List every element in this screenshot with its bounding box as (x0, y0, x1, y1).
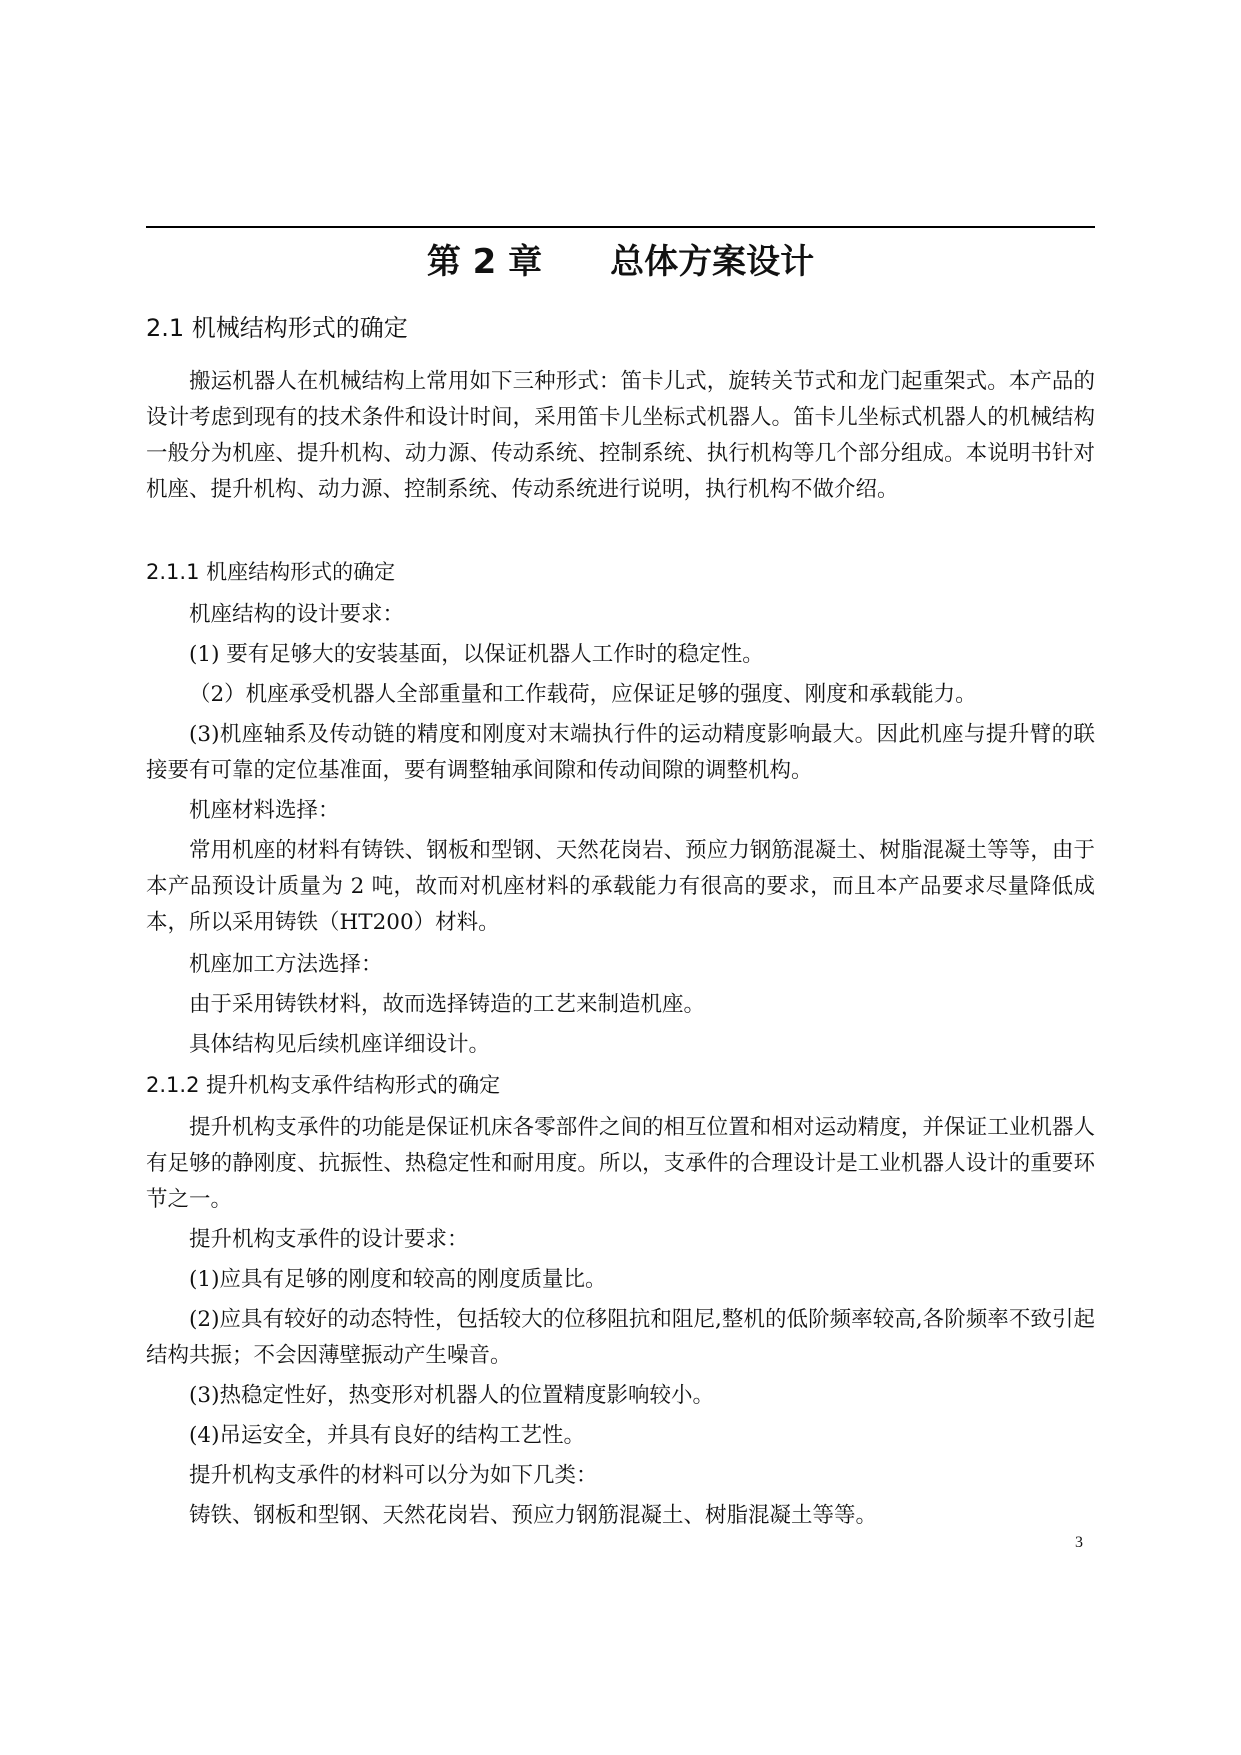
base-process-title: 机座加工方法选择： (189, 952, 383, 977)
chapter-top-rule (146, 226, 1095, 228)
base-requirements-title: 机座结构的设计要求： (189, 602, 405, 627)
section-heading-2-1: 2.1 机械结构形式的确定 (146, 314, 408, 342)
base-requirement-3: (3)机座轴系及传动链的精度和刚度对末端执行件的运动精度影响最大。因此机座与提升臂的联接要有可靠的定位基准面，要有调整轴承间隙和传动间隙的调整机构。 (146, 722, 1095, 783)
section-heading-2-1-2: 2.1.2 提升机构支承件结构形式的确定 (146, 1073, 501, 1097)
support-requirement-4: (4)吊运安全，并具有良好的结构工艺性。 (189, 1423, 585, 1448)
base-process-paragraph: 由于采用铸铁材料，故而选择铸造的工艺来制造机座。 (189, 992, 706, 1017)
support-material-list: 铸铁、钢板和型钢、天然花岗岩、预应力钢筋混凝土、树脂混凝土等等。 (189, 1503, 878, 1528)
base-detail-note: 具体结构见后续机座详细设计。 (189, 1032, 491, 1057)
support-intro-paragraph: 提升机构支承件的功能是保证机床各零部件之间的相互位置和相对运动精度，并保证工业机器人有足够的静刚度、抗振性、热稳定性和耐用度。所以，支承件的合理设计是工业机器人设计的重要环节之一。 (146, 1115, 1095, 1212)
support-requirements-title: 提升机构支承件的设计要求： (189, 1227, 469, 1252)
section-heading-2-1-1: 2.1.1 机座结构形式的确定 (146, 560, 396, 584)
base-requirement-2: （2）机座承受机器人全部重量和工作载荷，应保证足够的强度、刚度和承载能力。 (189, 682, 977, 707)
base-material-title: 机座材料选择： (189, 798, 340, 823)
chapter-title: 第 2 章 总体方案设计 (426, 242, 815, 282)
support-requirement-1: (1)应具有足够的刚度和较高的刚度质量比。 (189, 1267, 607, 1292)
support-requirement-3: (3)热稳定性好，热变形对机器人的位置精度影响较小。 (189, 1383, 714, 1408)
base-material-paragraph: 常用机座的材料有铸铁、钢板和型钢、天然花岗岩、预应力钢筋混凝土、树脂混凝土等等，由于本产品预设计质量为 2 吨，故而对机座材料的承载能力有很高的要求，而且本产品要求尽量降低成本，所以采用铸铁（HT200）材料。 (146, 838, 1095, 935)
section-2-1-paragraph: 搬运机器人在机械结构上常用如下三种形式：笛卡儿式，旋转关节式和龙门起重架式。本产品的设计考虑到现有的技术条件和设计时间，采用笛卡儿坐标式机器人。笛卡儿坐标式机器人的机械结构一般分为机座、提升机构、动力源、传动系统、控制系统、执行机构等几个部分组成。本说明书针对机座、提升机构、动力源、控制系统、传动系统进行说明，执行机构不做介绍。 (146, 369, 1095, 502)
base-requirement-1: (1) 要有足够大的安装基面，以保证机器人工作时的稳定性。 (189, 642, 764, 667)
support-requirement-2: (2)应具有较好的动态特性，包括较大的位移阻抗和阻尼,整机的低阶频率较高,各阶频率不致引起结构共振；不会因薄壁振动产生噪音。 (146, 1307, 1095, 1368)
page-number: 3 (1075, 1534, 1083, 1551)
support-material-title: 提升机构支承件的材料可以分为如下几类： (189, 1463, 598, 1488)
